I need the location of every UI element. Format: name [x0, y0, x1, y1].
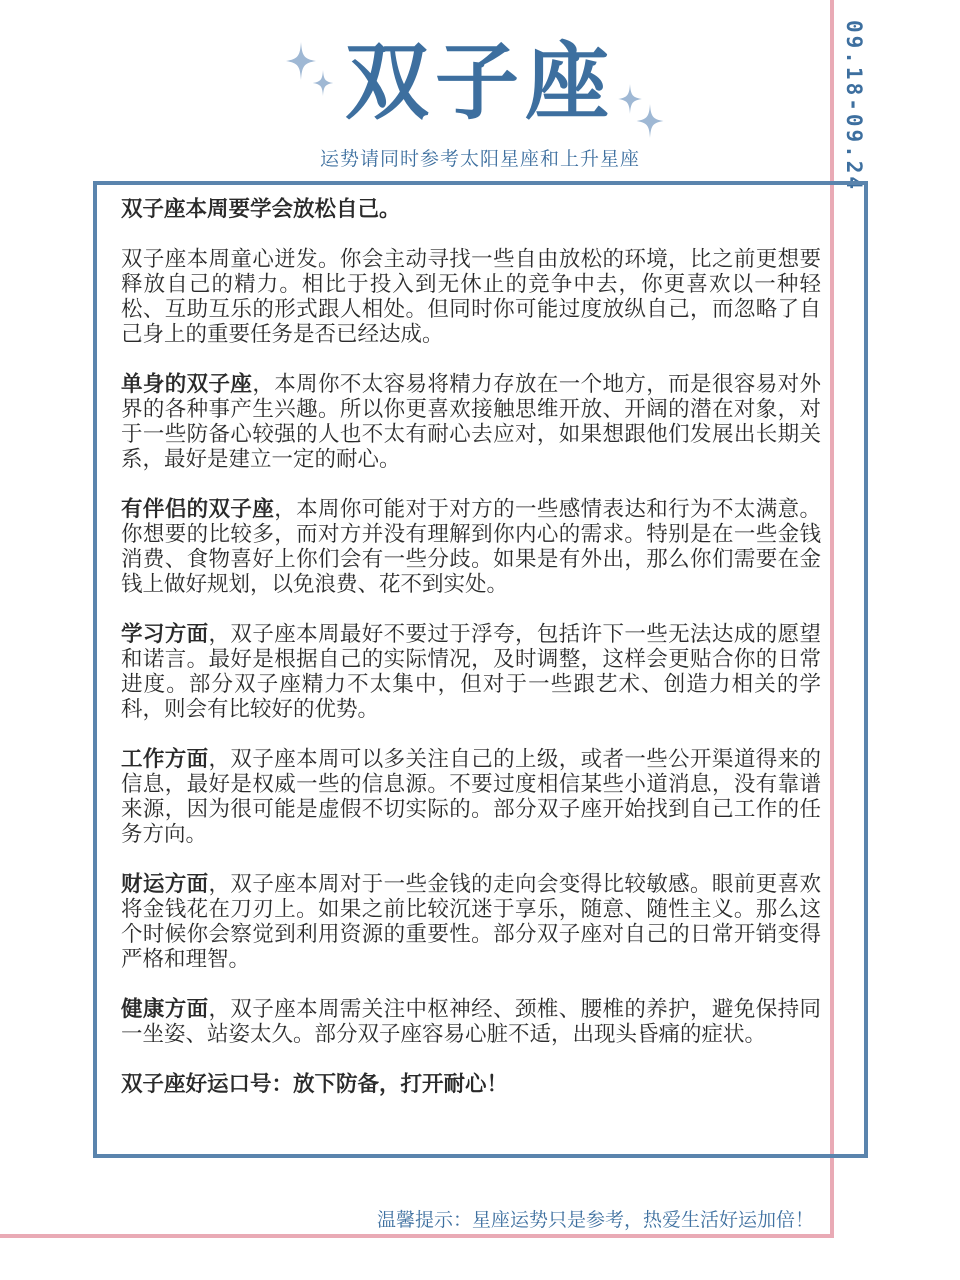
section-text: ，双子座本周对于一些金钱的走向会变得比较敏感。眼前更喜欢将金钱花在刀刃上。如果之前比较沉迷于享乐，随意、随性主义。那么这个时候你会察觉到利用资源的重要性。部分双子座对自己的日常开销变得严格和理智。	[121, 872, 821, 972]
section-text: ，双子座本周需关注中枢神经、颈椎、腰椎的养护，避免保持同一坐姿、站姿太久。部分双子座容易心脏不适，出现头昏痛的症状。	[121, 997, 821, 1047]
section-text: ，本周你不太容易将精力存放在一个地方，而是很容易对外界的各种事产生兴趣。所以你更喜欢接触思维开放、开阔的潜在对象，对于一些防备心较强的人也不太有耐心去应对，如果想跟他们发展出长期关系，最好是建立一定的耐心。	[121, 372, 821, 472]
section-lead: 健康方面	[121, 997, 209, 1022]
lucky-slogan: 双子座好运口号：放下防备，打开耐心！	[121, 1072, 509, 1097]
section-work	[121, 747, 821, 847]
footer-tip: 温馨提示：星座运势只是参考，热爱生活好运加倍！	[376, 1209, 814, 1231]
content-box	[93, 181, 868, 1158]
content-heading: 双子座本周要学会放松自己。	[121, 197, 401, 222]
pink-horizontal-line	[0, 1234, 834, 1238]
intro-paragraph: 双子座本周童心迸发。你会主动寻找一些自由放松的环境，比之前更想要释放自己的精力。相比于投入到无休止的竞争中去，你更喜欢以一种轻松、互助互乐的形式跟人相处。但同时你可能过度放纵自己，而忽略了自己身上的重要任务是否已经达成。	[121, 247, 821, 347]
date-range: 09.18-09.24	[842, 20, 866, 193]
section-single	[121, 372, 821, 472]
section-study	[121, 622, 821, 722]
section-lead: 有伴侣的双子座	[121, 497, 275, 522]
page-subtitle: 运势请同时参考太阳星座和上升星座	[319, 148, 640, 170]
section-text: ，双子座本周最好不要过于浮夸，包括许下一些无法达成的愿望和诺言。最好是根据自己的实际情况，及时调整，这样会更贴合你的日常进度。部分双子座精力不太集中，但对于一些跟艺术、创造力相关的学科，则会有比较好的优势。	[121, 622, 821, 722]
section-text: ，本周你可能对于对方的一些感情表达和行为不太满意。你想要的比较多，而对方并没有理解到你内心的需求。特别是在一些金钱消费、食物喜好上你们会有一些分歧。如果是有外出，那么你们需要在金钱上做好规划，以免浪费、花不到实处。	[121, 497, 821, 597]
page-title: 双子座	[344, 33, 615, 131]
section-lead: 学习方面	[121, 622, 209, 647]
section-wealth	[121, 872, 821, 972]
section-lead: 工作方面	[121, 747, 209, 772]
section-text: ，双子座本周可以多关注自己的上级，或者一些公开渠道得来的信息，最好是权威一些的信息源。不要过度相信某些小道消息，没有靠谱来源，因为很可能是虚假不切实际的。部分双子座开始找到自己工作的任务方向。	[121, 747, 821, 847]
horoscope-content	[121, 197, 821, 1122]
section-health	[121, 997, 821, 1047]
section-couple	[121, 497, 821, 597]
section-lead: 财运方面	[121, 872, 209, 897]
section-lead: 单身的双子座	[121, 372, 253, 397]
